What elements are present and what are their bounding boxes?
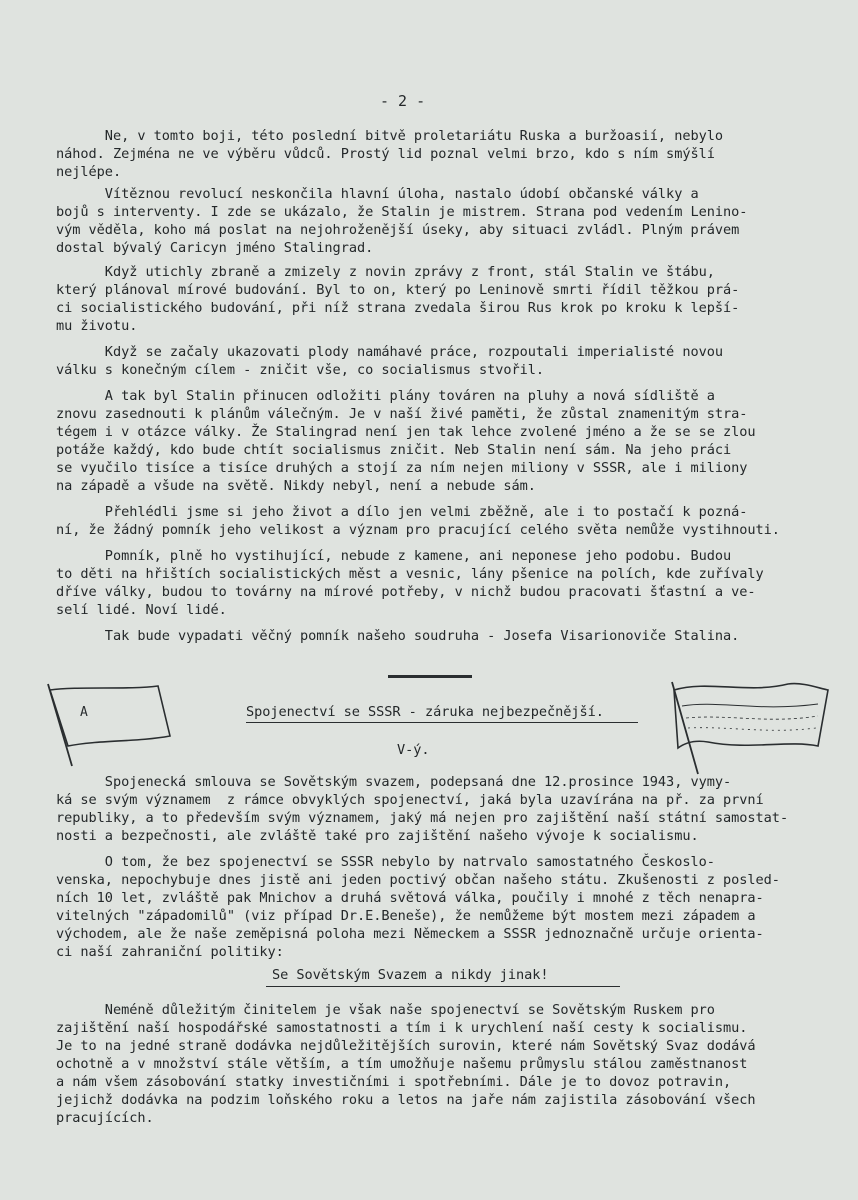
article-title: Spojenectví se SSSR - záruka nejbezpečnější. [246,704,604,720]
text-line: na západě a všude na světě. Nikdy nebyl, není a nebude sám. [56,478,536,494]
text-line: to děti na hřištích socialistických měst a vesnic, lány pšenice na polích, kde zuřívaly [56,566,764,582]
article-title-underline [246,722,638,723]
text-line: nosti a bezpečnosti, ale zvláště také pro zajištění našeho vývoje k socialismu. [56,828,699,844]
text-line: O tom, že bez spojenectví se SSSR nebylo by natrvalo samostatného Českoslo- [56,854,715,870]
text-line: Tak bude vypadati věčný pomník našeho soudruha - Josefa Visarionoviče Stalina. [56,628,740,644]
text-line: Je to na jedné straně dodávka nejdůležitějších surovin, které nám Sovětský Svaz dodává [56,1038,756,1054]
text-line: Ne, v tomto boji, této poslední bitvě proletariátu Ruska a buržoasií, nebylo [56,128,723,144]
text-line: Když utichly zbraně a zmizely z novin zprávy z front, stál Stalin ve štábu, [56,264,715,280]
text-line: náhod. Zejména ne ve výběru vůdců. Prostý lid poznal velmi brzo, kdo s ním smýšlí [56,146,715,162]
text-line: východem, ale že naše zeměpisná poloha mezi Německem a SSSR jednoznačně určuje orienta- [56,926,764,942]
article-motto: Se Sovětským Svazem a nikdy jinak! [272,967,549,983]
text-line: ní, že žádný pomník jeho velikost a význam pro pracující celého světa nemůže vystihnouti. [56,522,780,538]
text-line: Neméně důležitým činitelem je však naše spojenectví se Sovětským Ruskem pro [56,1002,715,1018]
text-line: Když se začaly ukazovati plody namáhavé práce, rozpoutali imperialisté novou [56,344,723,360]
text-line: vitelných "západomilů" (viz případ Dr.E.Beneše), že nemůžeme být mostem mezi západem a [56,908,756,924]
text-line: nejlépe. [56,164,122,180]
text-line: jejichž dodávka na podzim loňského roku a letos na jaře nám zajistila zásobování všech [56,1092,756,1108]
text-line: se vyučilo tisíce a tisíce druhých a stojí za ním nejen miliony v SSSR, ale i miliony [56,460,748,476]
text-line: tégem i v otázce války. Že Stalingrad není jen tak lehce zvolené jméno a že se se zlou [56,424,756,440]
text-line: Spojenecká smlouva se Sovětským svazem, podepsaná dne 12.prosince 1943, vymy- [56,774,732,790]
text-line: ochotně a v množství stále větším, a tím umožňuje našemu průmyslu stálou zaměstnanost [56,1056,748,1072]
text-line: vým věděla, koho má poslat na nejohroženější úseky, aby situaci zvládl. Plným právem [56,222,740,238]
text-line: venska, nepochybuje dnes jistě ani jeden poctivý občan našeho státu. Zkušenosti z posled- [56,872,780,888]
section-divider [388,675,472,678]
text-line: pracujících. [56,1110,154,1126]
text-line: Vítěznou revolucí neskončila hlavní úloha, nastalo údobí občanské války a [56,186,699,202]
text-line: Přehlédli jsme si jeho život a dílo jen velmi zběžně, ale i to postačí k pozná- [56,504,748,520]
text-line: válku s konečným cílem - zničit vše, co socialismus stvořil. [56,362,545,378]
page-number: - 2 - [380,92,426,110]
text-line: ních 10 let, zvláště pak Mnichov a druhá světová válka, poučily i mnohé z těch nenapra- [56,890,764,906]
text-line: a nám všem zásobování statky investičními i spotřebními. Dále je to dovoz potravin, [56,1074,732,1090]
article-author: V-ý. [397,742,430,758]
text-line: selí lidé. Noví lidé. [56,602,227,618]
text-line: A tak byl Stalin přinucen odložiti plány továren na pluhy a nová sídliště a [56,388,715,404]
article-motto-underline [266,986,620,987]
text-line: zajištění naší hospodářské samostatnosti a tím i k urychlení naší cesty k socialismu. [56,1020,748,1036]
text-line: mu životu. [56,318,138,334]
text-line: ká se svým významem z rámce obvyklých spojenectví, jaká byla uzavírána na př. za první [56,792,764,808]
flag-left-icon [38,676,188,768]
text-line: bojů s interventy. I zde se ukázalo, že Stalin je mistrem. Strana pod vedením Lenino- [56,204,748,220]
text-line: ci naší zahraniční politiky: [56,944,284,960]
text-line: který plánoval mírové budování. Byl to on, který po Leninově smrti řídil těžkou prá- [56,282,740,298]
text-line: Pomník, plně ho vystihující, nebude z kamene, ani neponese jeho podobu. Budou [56,548,732,564]
text-line: znovu zasednouti k plánům válečným. Je v naší živé paměti, že zůstal znamenitým stra- [56,406,748,422]
text-line: dostal bývalý Caricyn jméno Stalingrad. [56,240,374,256]
text-line: potáže každý, kdo bude chtít socialismus zničit. Neb Stalin není sám. Na jeho práci [56,442,732,458]
flag-right-icon [668,676,838,776]
text-line: ci socialistického budování, při níž strana zvedala širou Rus krok po kroku k lepší- [56,300,740,316]
flag-left-mark: A [80,705,88,720]
text-line: dříve války, budou to továrny na mírové potřeby, v nichž budou pracovati šťastní a ve- [56,584,756,600]
text-line: republiky, a to především svým významem, jaký má nejen pro zajištění naší státní samostat- [56,810,789,826]
